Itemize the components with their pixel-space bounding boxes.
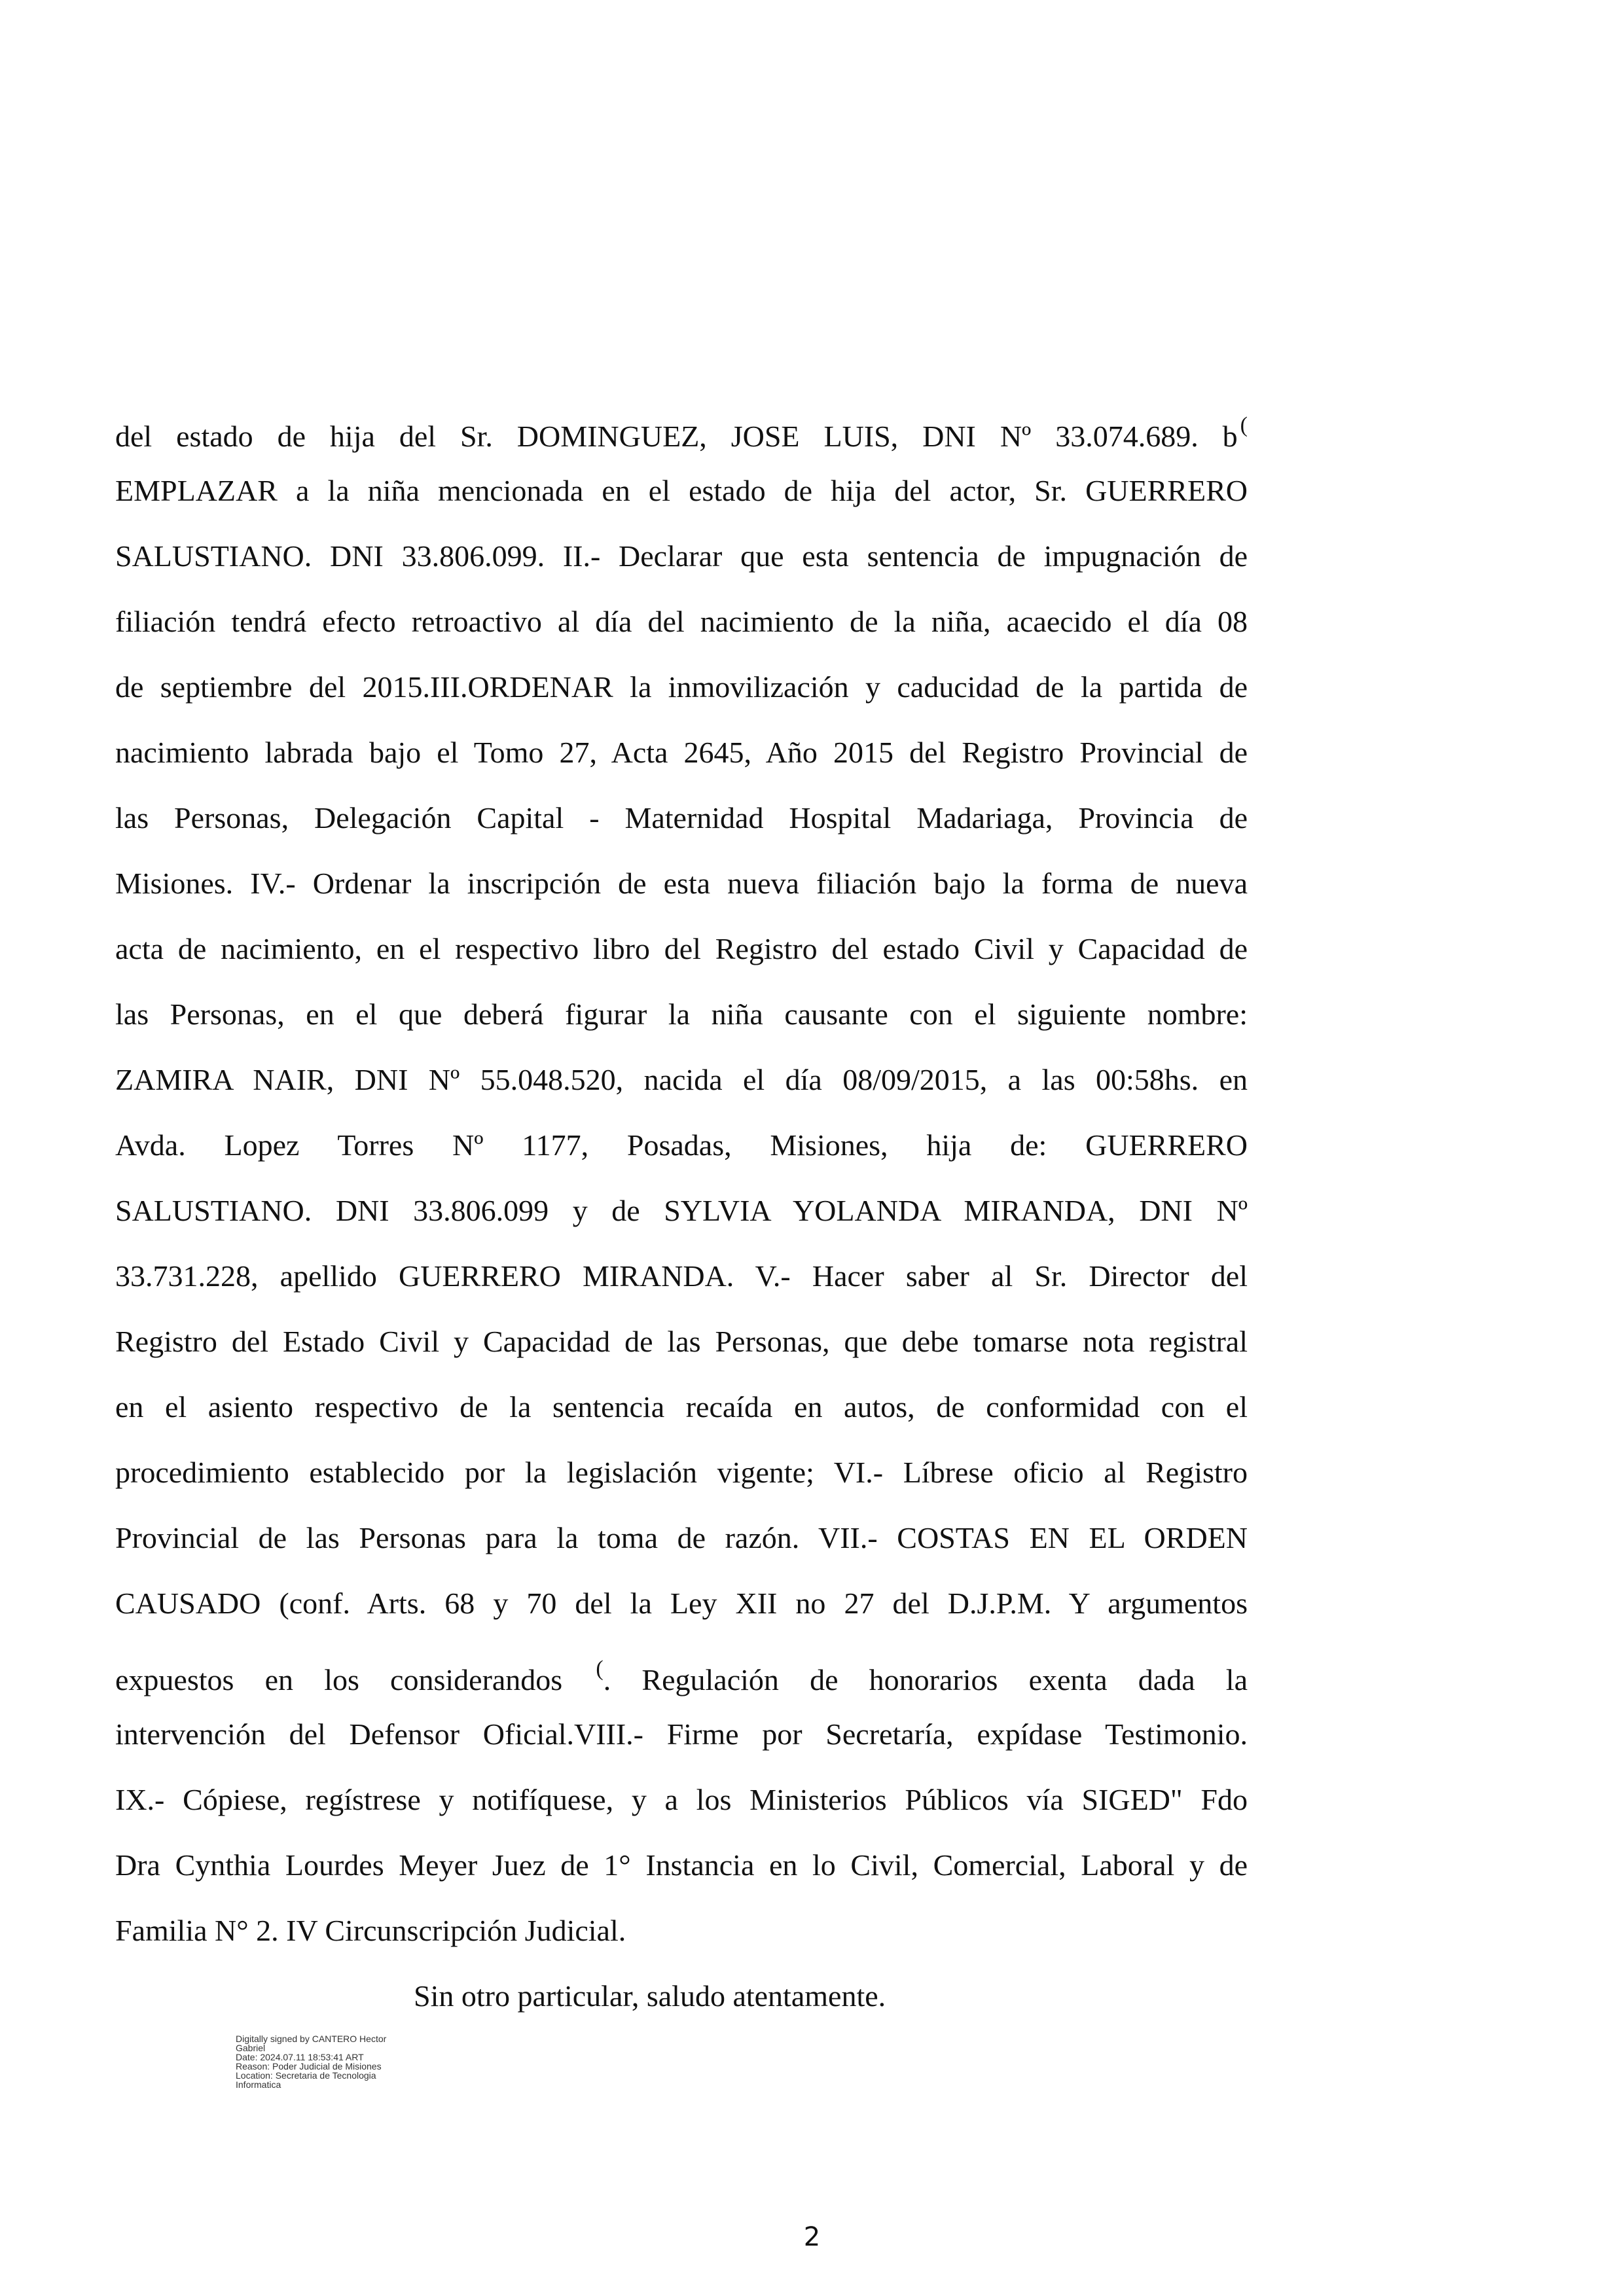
signature-line-5: Location: Secretaria de Tecnologia bbox=[236, 2070, 376, 2081]
signature-line-6: Informatica bbox=[236, 2079, 281, 2090]
body-line-21: intervención del Defensor Oficial.VIII.- Firme por Secretaría, expídase Testimonio. bbox=[115, 1717, 1248, 1751]
body-line-9: acta de nacimiento, en el respectivo libro del Registro del estado Civil y Capacidad de bbox=[115, 932, 1248, 965]
body-line-12: Avda. Lopez Torres Nº 1177, Posadas, Misiones, hija de: GUERRERO bbox=[115, 1128, 1248, 1162]
signature-line-1: Digitally signed by CANTERO Hector bbox=[236, 2034, 387, 2044]
document-body bbox=[115, 393, 1248, 1964]
body-line-11: ZAMIRA NAIR, DNI Nº 55.048.520, nacida el día 08/09/2015, a las 00:58hs. en bbox=[115, 1063, 1248, 1096]
signature-line-2: Gabriel bbox=[236, 2043, 266, 2053]
body-line-7: las Personas, Delegación Capital - Maternidad Hospital Madariaga, Provincia de bbox=[115, 801, 1248, 834]
signature-line-4: Reason: Poder Judicial de Misiones bbox=[236, 2061, 382, 2072]
signature-line-3: Date: 2024.07.11 18:53:41 ART bbox=[236, 2052, 364, 2062]
superscript-mark: ( bbox=[1240, 413, 1248, 437]
body-line-24: Familia N° 2. IV Circunscripción Judicial. bbox=[115, 1914, 626, 1947]
body-line-6: nacimiento labrada bajo el Tomo 27, Acta 2645, Año 2015 del Registro Provincial de bbox=[115, 736, 1248, 769]
body-line-20: expuestos en los considerandos (. Regulación de honorarios exenta dada la bbox=[115, 1657, 1248, 1696]
body-line-4: filiación tendrá efecto retroactivo al día del nacimiento de la niña, acaecido el día 08 bbox=[115, 605, 1248, 638]
body-line-17: procedimiento establecido por la legislación vigente; VI.- Líbrese oficio al Registro bbox=[115, 1456, 1248, 1489]
digital-signature-block bbox=[236, 2034, 432, 2089]
body-line-18: Provincial de las Personas para la toma de razón. VII.- COSTAS EN EL ORDEN bbox=[115, 1521, 1248, 1554]
body-line-23: Dra Cynthia Lourdes Meyer Juez de 1° Instancia en lo Civil, Comercial, Laboral y de bbox=[115, 1848, 1248, 1882]
body-line-2: EMPLAZAR a la niña mencionada en el estado de hija del actor, Sr. GUERRERO bbox=[115, 474, 1248, 507]
body-line-10: las Personas, en el que deberá figurar la niña causante con el siguiente nombre: bbox=[115, 997, 1248, 1031]
body-line-15: Registro del Estado Civil y Capacidad de las Personas, que debe tomarse nota registral bbox=[115, 1325, 1248, 1358]
body-line-22: IX.- Cópiese, regístrese y notifíquese, y a los Ministerios Públicos vía SIGED" Fdo bbox=[115, 1783, 1248, 1816]
closing-salutation: Sin otro particular, saludo atentamente. bbox=[414, 1979, 886, 2013]
body-line-1: del estado de hija del Sr. DOMINGUEZ, JOSE LUIS, DNI Nº 33.074.689. b ( bbox=[115, 413, 1248, 453]
page-number: 2 bbox=[803, 2222, 821, 2252]
body-line-8: Misiones. IV.- Ordenar la inscripción de esta nueva filiación bajo la forma de nueva bbox=[115, 867, 1248, 900]
body-line-13: SALUSTIANO. DNI 33.806.099 y de SYLVIA YOLANDA MIRANDA, DNI Nº bbox=[115, 1194, 1248, 1227]
superscript-mark-2: ( bbox=[596, 1657, 604, 1681]
body-line-14: 33.731.228, apellido GUERRERO MIRANDA. V.- Hacer saber al Sr. Director del bbox=[115, 1259, 1248, 1293]
body-line-3: SALUSTIANO. DNI 33.806.099. II.- Declarar que esta sentencia de impugnación de bbox=[115, 539, 1248, 573]
body-line-16: en el asiento respectivo de la sentencia recaída en autos, de conformidad con el bbox=[115, 1390, 1248, 1424]
body-line-5: de septiembre del 2015.III.ORDENAR la inmovilización y caducidad de la partida de bbox=[115, 670, 1248, 704]
body-line-19: CAUSADO (conf. Arts. 68 y 70 del la Ley XII no 27 del D.J.P.M. Y argumentos bbox=[115, 1587, 1248, 1620]
